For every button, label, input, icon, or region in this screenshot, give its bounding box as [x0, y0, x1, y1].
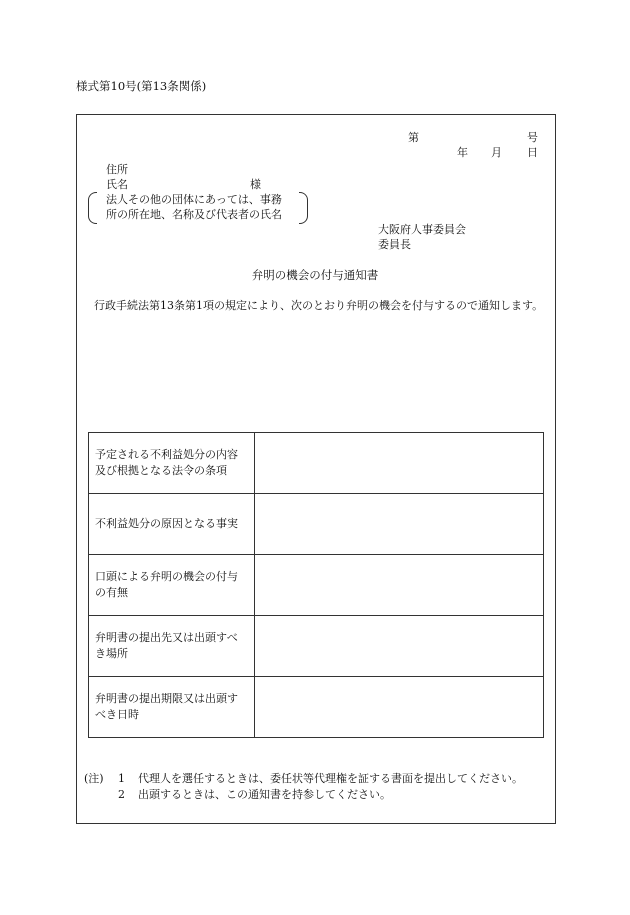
number-prefix: 第	[408, 131, 419, 144]
row-value	[255, 677, 544, 738]
form-number-label: 様式第10号(第13条関係)	[76, 79, 207, 93]
row-label: 弁明書の提出先又は出頭すべき場所	[89, 616, 255, 677]
table-row	[89, 433, 544, 494]
row-value	[255, 433, 544, 494]
table-row	[89, 677, 544, 738]
row-label: 予定される不利益処分の内容及び根拠となる法令の条項	[89, 433, 255, 494]
row-value	[255, 555, 544, 616]
row-label: 口頭による弁明の機会の付与の有無	[89, 555, 255, 616]
document-title: 弁明の機会の付与通知書	[251, 268, 379, 282]
footnote-number: 1	[118, 772, 125, 785]
table-row	[89, 616, 544, 677]
organization-note-line-2: 所の所在地、名称及び代表者の氏名	[106, 208, 282, 221]
footnote-item	[84, 771, 523, 787]
name-label: 氏名	[106, 178, 128, 191]
number-suffix: 号	[527, 131, 538, 144]
footnote	[84, 771, 523, 803]
date-month: 月	[491, 146, 502, 159]
row-label: 不利益処分の原因となる事実	[89, 494, 255, 555]
issuer-organization: 大阪府人事委員会	[378, 223, 466, 236]
organization-note	[88, 190, 308, 224]
footnote-heading: (注)	[84, 772, 104, 785]
date-year: 年	[457, 146, 468, 159]
organization-note-line-1: 法人その他の団体にあっては、事務	[106, 193, 282, 206]
footnote-text: 代理人を選任するときは、委任状等代理権を証する書面を提出してください。	[138, 772, 523, 785]
honorific: 様	[250, 178, 261, 191]
row-value	[255, 494, 544, 555]
row-label: 弁明書の提出期限又は出頭すべき日時	[89, 677, 255, 738]
footnote-item	[84, 787, 523, 803]
address-label: 住所	[106, 163, 128, 176]
issuer-title: 委員長	[378, 238, 411, 251]
table-row	[89, 494, 544, 555]
info-table	[88, 432, 544, 738]
table-row	[89, 555, 544, 616]
row-value	[255, 616, 544, 677]
left-bracket	[88, 192, 97, 224]
body-text: 行政手続法第13条第1項の規定により、次のとおり弁明の機会を付与するので通知します。	[94, 299, 544, 312]
right-bracket	[299, 192, 308, 224]
footnote-number: 2	[118, 787, 125, 801]
date-day: 日	[527, 146, 538, 159]
footnote-text: 出頭するときは、この通知書を持参してください。	[138, 787, 391, 801]
